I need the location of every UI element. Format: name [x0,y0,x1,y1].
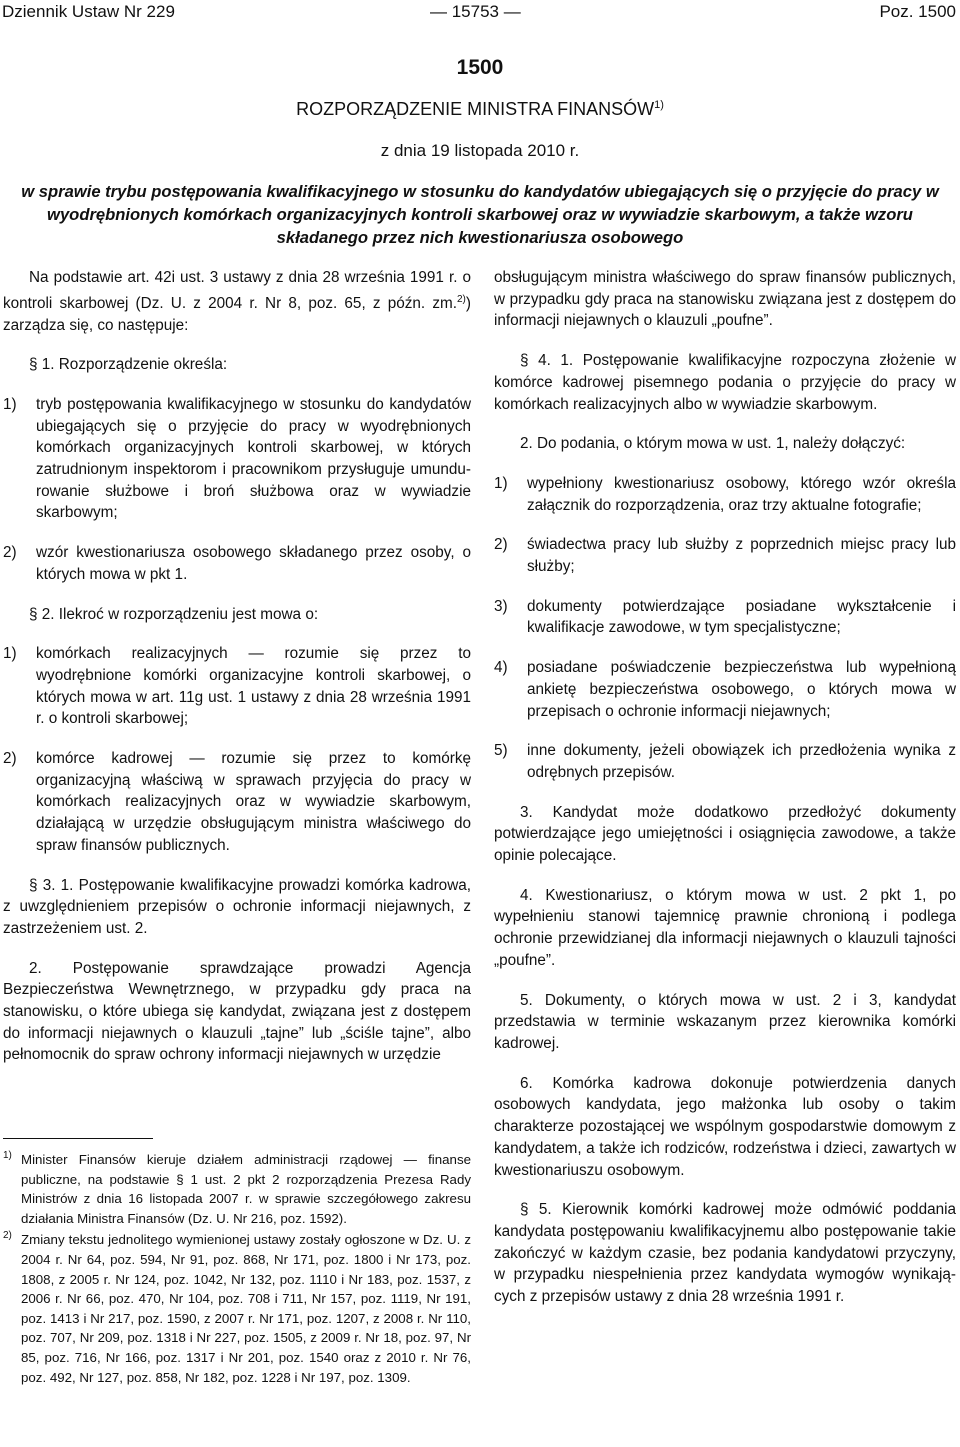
item-text: komórce kadrowej — rozumie się przez to komórkę organizacyjną właściwą w sprawach przyjęcia do pracy w komórkach realizacyjnych oraz w wywiadzie skarbowym, działającą w urzędzie obsługującym ministra właściwego do spraw finansów publicznych. [36,750,471,854]
item-label: 2) [494,536,508,554]
section-5-para: § 5. Kierownik komórki kadrowej może odmówić poddania kandydata postępowaniu kwalifikacyjnemu albo postępowanie takie zakończyć w każdym czasie, bez podania kandydatowi przyczyny, w przypadku niespełnienia przez kandydata wymogów wynikających z przepisów ustawy z dnia 28 września 1991 r. [494,1201,956,1306]
section-2-intro: § 2. Ilekroć w rozporządzeniu jest mowa o: [29,605,319,623]
section-4-item-3 [494,596,956,639]
section-3-para-1: § 3. 1. Postępowanie kwalifikacyjne prowadzi komórka kadrowa, z uwzględnieniem przepisów o ochronie informacji niejawnych, z zastrzeżeniem ust. 2. [3,876,471,937]
section-4-item-1 [494,473,956,516]
item-text: świadectwa pracy lub służby z poprzednich miejsc pracy lub służby; [527,536,956,576]
section-1-item-1 [3,394,471,524]
item-text: posiadane poświadczenie bezpieczeństwa lub wypełnioną ankietę bezpieczeństwa osobowego, o których mowa w przepisach o ochronie informacji niejawnych; [527,659,956,720]
position-number: Poz. 1500 [879,2,956,21]
footnote-2 [3,1230,471,1387]
act-date: z dnia 19 listopada 2010 r. [380,141,580,160]
preamble [3,267,471,336]
footnote-divider [3,1138,153,1139]
item-label: 1) [494,474,508,492]
item-label: 1) [3,395,17,413]
footnote-text: Minister Finansów kieruje działem administracji rządowej — finanse publiczne, na podstawie § 1 ust. 2 pkt 2 rozporządzenia Prezesa Rady Ministrów z dnia 16 listopada 2007 r. w sprawie szczegółowego zakresu działania Ministra Finansów (Dz. U. Nr 216, poz. 1592). [21,1152,471,1226]
section-1-intro: § 1. Rozporządzenie określa: [29,356,228,374]
item-label: 1) [3,645,17,663]
item-label: 2) [3,750,17,768]
item-label: 3) [494,597,508,615]
section-4-para-2: 2. Do podania, o którym mowa w ust. 1, należy dołączyć: [520,435,906,453]
section-2-item-1 [3,643,471,730]
item-text: dokumenty potwierdzające posiadane wykształcenie i kwalifikacje zawodowe, w tym specjalistyczne; [527,597,956,637]
right-column [494,267,956,1326]
footnotes [3,1150,471,1389]
section-3-para-2: 2. Postępowanie sprawdzające prowadzi Agencja Bezpieczeństwa Wewnętrznego, w przypadku gdy praca na stanowisku, o które ubiega się kandydat, związana jest z dostępem do informacji niejawnych o klauzuli „tajne” lub „ściśle tajne”, albo pełnomocnik do spraw ochrony informacji niejawnych w urzędzie [3,959,471,1064]
section-4-para-5: 5. Dokumenty, o których mowa w ust. 2 i 3, kandydat przedstawia w terminie wskazanym przez kierownika komórki kadrowej. [494,991,956,1052]
preamble-end: ) zarządza się, co następuje: [3,294,471,334]
item-label: 4) [494,659,508,677]
section-1-item-2 [3,542,471,585]
journal-name: Dziennik Ustaw Nr 229 [2,2,175,21]
section-4-item-4 [494,657,956,722]
section-4-para-1: § 4. 1. Postępowanie kwalifikacyjne rozpoczyna złożenie w komórce kadrowej pisemnego podania o przyjęcie do pracy w komórkach realizacyjnych albo w wywiadzie skarbowym. [494,352,956,413]
preamble-footnote-ref: 2) [456,293,466,305]
section-3-continuation: obsługującym ministra właściwego do spraw finansów publicznych, w przypadku gdy praca na stanowisku związana jest z dostępem do informacji niejawnych o klauzuli „poufne”. [494,269,956,330]
footnote-label: 2) [3,1230,12,1242]
title-footnote-ref: 1) [654,99,664,111]
item-text: tryb postępowania kwalifikacyjnego w stosunku do kandydatów ubiegających się o przyjęcie do pracy w wyodrębnionych komórkach organizacyjnych kontroli skarbowej, w których zatrudnionym inspektorom i pracownikom przysługuje umundurowanie służbowe i broń służbowa oraz w wywiadzie skarbowym; [36,395,471,522]
footnote-text: Zmiany tekstu jednolitego wymienionej ustawy zostały ogłoszone w Dz. U. z 2004 r. Nr 64, poz. 594, Nr 91, poz. 868, Nr 171, poz. 1800 i Nr 173, poz. 1808, z 2005 r. Nr 124, poz. 1042, Nr 132, poz. 1110 i Nr 183, poz. 1537, z 2006 r. Nr 66, poz. 470, Nr 104, poz. 708 i 711, Nr 157, poz. 1119, Nr 191, poz. 1413 i Nr 217, poz. 1590, z 2007 r. Nr 171, poz. 1207, z 2008 r. Nr 110, poz. 707, Nr 209, poz. 1318 i Nr 227, poz. 1505, z 2009 r. Nr 18, poz. 97, Nr 85, poz. 716, Nr 166, poz. 1317 i Nr 201, poz. 1540 oraz z 2010 r. Nr 76, poz. 492, Nr 127, poz. 858, Nr 182, poz. 1228 i Nr 197, poz. 1309. [21,1232,471,1385]
section-4-para-4: 4. Kwestionariusz, o którym mowa w ust. 2 pkt 1, po wypełnieniu stanowi tajemnicę prawnie chronioną i podlega ochronie przewidzianej dla informacji niejawnych o klauzuli tajności „poufne”. [494,886,956,969]
act-title-text: ROZPORZĄDZENIE MINISTRA FINANSÓW [296,99,655,119]
item-text: komórkach realizacyjnych — rozumie się przez to wyodrębnione komórki organizacyjne kontroli skarbowej, o których mowa w art. 11g ust. 1 ustawy z dnia 28 września 1991 r. o kontroli skarbowej; [36,645,471,728]
section-4-item-5 [494,740,956,783]
section-4-item-2 [494,534,956,577]
item-text: inne dokumenty, jeżeli obowiązek ich przedłożenia wynika z odrębnych przepisów. [527,742,956,781]
item-label: 5) [494,742,508,760]
section-2-item-2 [3,748,471,857]
act-subject: w sprawie trybu postępowania kwalifikacyjnego w stosunku do kandydatów ubiegających się o przyjęcie do pracy w wyodrębnionych komórkach organizacyjnych kontroli skarbowej oraz w wywiadzie skarbowym, a także wzoru składanego przez nich kwestionariusza osobowego [21,182,939,247]
footnote-label: 1) [3,1150,12,1161]
section-4-para-3: 3. Kandydat może dodatkowo przedłożyć dokumenty potwierdzające jego umiejętności i osiągnięcia zawodowe, a także opinie polecające. [494,803,956,865]
page-number: — 15753 — [430,2,521,21]
left-column [3,267,471,1084]
act-number: 1500 [456,56,504,79]
act-title [0,99,960,120]
section-4-para-6: 6. Komórka kadrowa dokonuje potwierdzenia danych osobowych kandydata, jego małżonka lub osoby o takim charakterze pozostającej we wspólnym gospodarstwie domowym z kandydatem, a także ich rodziców, rodzeństwa i dzieci, zawartych w kwestionariuszu osobowym. [494,1074,956,1179]
item-text: wypełniony kwestionariusz osobowy, którego wzór określa załącznik do rozporządzenia, oraz trzy aktualne fotografie; [527,474,956,514]
footnote-1 [3,1150,471,1228]
running-header [0,2,960,22]
item-text: wzór kwestionariusza osobowego składanego przez osoby, o których mowa w pkt 1. [36,544,471,583]
preamble-text: Na podstawie art. 42i ust. 3 ustawy z dnia 28 września 1991 r. o kontroli skarbowej (Dz. U. z 2004 r. Nr 8, poz. 65, z późn. zm. [3,269,471,312]
item-label: 2) [3,544,17,562]
